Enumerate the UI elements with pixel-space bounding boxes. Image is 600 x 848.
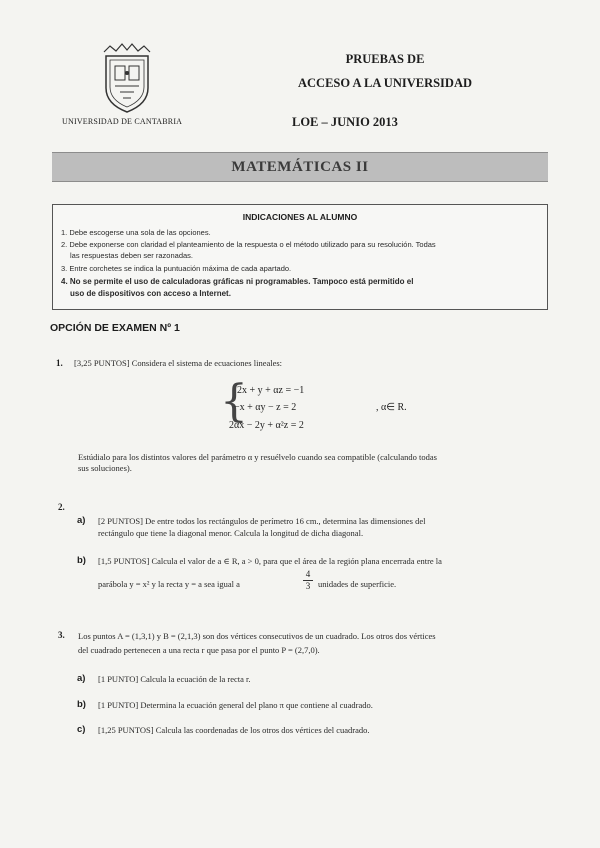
q3c-label: c) (77, 724, 86, 735)
q2b-text-end: unidades de superficie. (318, 579, 397, 589)
q2a-text-cont: rectángulo que tiene la diagonal menor. Calcula la longitud de dicha diagonal. (98, 528, 364, 538)
q1-task-cont: sus soluciones). (78, 463, 132, 473)
q3a-text: [1 PUNTO] Calcula la ecuación de la recta r. (98, 674, 251, 684)
q1-equation-3: 2αx − 2y + α²z = 2 (229, 420, 304, 431)
q2a-text: [2 PUNTOS] De entre todos los rectángulos de perímetro 16 cm., determina las dimensiones del (98, 516, 426, 526)
instruction-4-cont: uso de dispositivos con acceso a Internet. (70, 289, 231, 298)
university-name: UNIVERSIDAD DE CANTABRIA (62, 117, 183, 126)
subject-banner (52, 152, 548, 182)
instructions-box (52, 204, 548, 310)
q2a-label: a) (77, 515, 86, 526)
exam-title-line1: PRUEBAS DE (345, 52, 425, 66)
q3-number: 3. (58, 630, 65, 640)
q3b-text: [1 PUNTO] Determina la ecuación general del plano π que contiene al cuadrado. (98, 700, 373, 710)
instruction-3: 3. Entre corchetes se indica la puntuación máxima de cada apartado. (61, 264, 292, 273)
q3a-label: a) (77, 673, 86, 684)
university-seal-icon (96, 42, 158, 114)
fraction-denominator: 3 (303, 580, 313, 592)
q2b-text-cont: parábola y = x² y la recta y = a sea igual a (98, 579, 240, 589)
q1-equation-1: 2x + y + αz = −1 (237, 385, 305, 396)
q2b-label: b) (77, 555, 86, 566)
q2-number: 2. (58, 502, 65, 512)
q1-equation-2: −x + αy − z = 2 (234, 402, 297, 413)
q3-statement: Los puntos A = (1,3,1) y B = (2,1,3) son dos vértices consecutivos de un cuadrado. Los otros dos vértices (78, 631, 436, 641)
fraction-numerator: 4 (305, 569, 311, 579)
subject-title: MATEMÁTICAS II (231, 159, 369, 175)
q2b-text: [1,5 PUNTOS] Calcula el valor de a ∈ R, a > 0, para que el área de la región plana encerrada entre la (98, 556, 442, 566)
q1-parameter: , α∈ R. (376, 402, 407, 413)
fraction (303, 569, 313, 592)
system-brace: { (220, 376, 248, 427)
q3-statement-cont: del cuadrado pertenecen a una recta r que pasa por el punto P = (2,7,0). (78, 645, 320, 655)
q1-statement: [3,25 PUNTOS] Considera el sistema de ecuaciones lineales: (74, 358, 283, 368)
instruction-2: 2. Debe exponerse con claridad el planteamiento de la respuesta o el método utilizado para su resolución. Todas (61, 240, 436, 249)
exam-title-line2: ACCESO A LA UNIVERSIDAD (298, 76, 472, 90)
q3c-text: [1,25 PUNTOS] Calcula las coordenadas de los otros dos vértices del cuadrado. (98, 725, 370, 735)
instructions-heading: INDICACIONES AL ALUMNO (242, 212, 358, 222)
exam-session: LOE – JUNIO 2013 (292, 115, 398, 129)
instruction-1: 1. Debe escogerse una sola de las opciones. (61, 228, 211, 237)
q1-task: Estúdialo para los distintos valores del parámetro α y resuélvelo cuando sea compatible (calculando todas (78, 452, 437, 462)
option-title: OPCIÓN DE EXAMEN Nº 1 (50, 322, 180, 334)
q3b-label: b) (77, 699, 86, 710)
q1-number: 1. (56, 358, 63, 368)
instruction-4: 4. No se permite el uso de calculadoras gráficas ni programables. Tampoco está permitido el (61, 277, 414, 286)
instruction-2-cont: las respuestas deben ser razonadas. (70, 251, 193, 260)
